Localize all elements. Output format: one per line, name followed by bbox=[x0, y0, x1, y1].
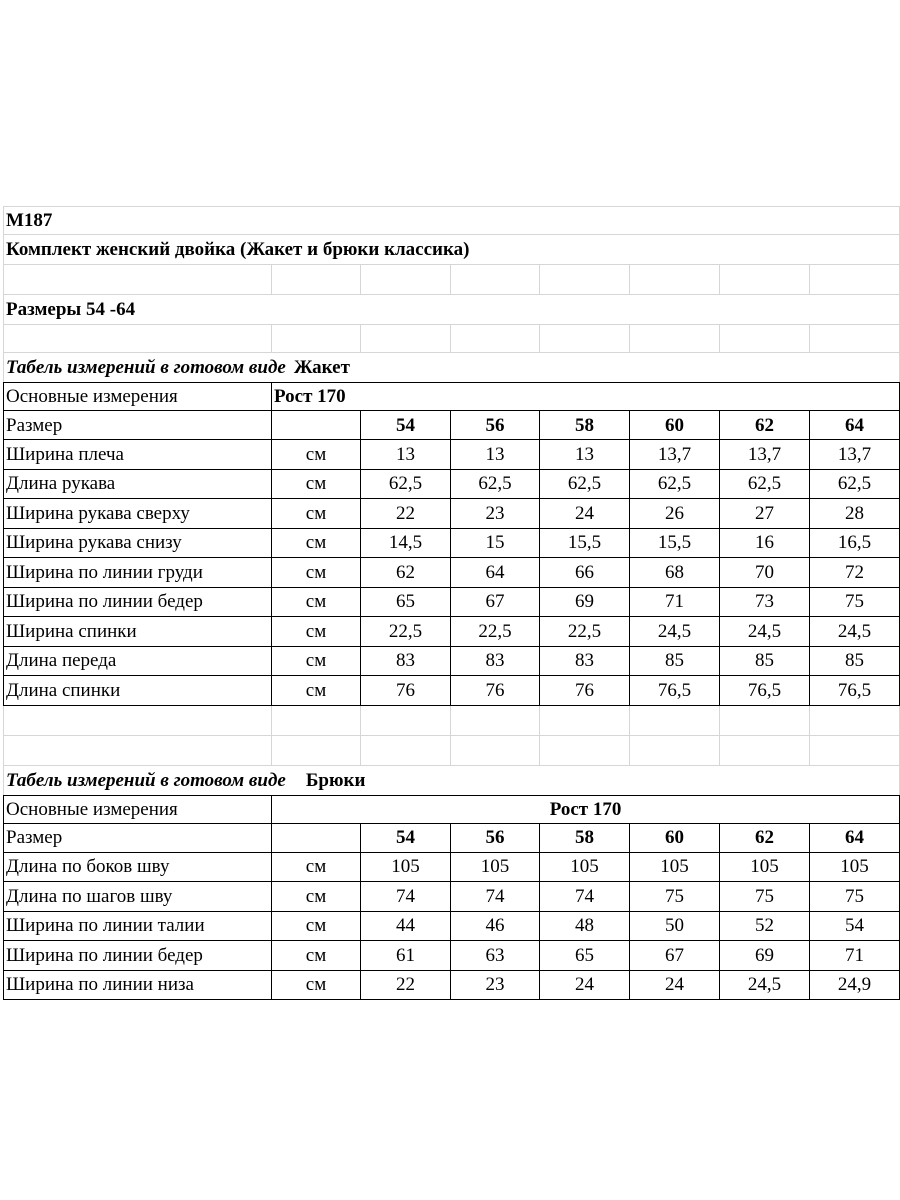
trousers-measure-name: Длина по боков шву bbox=[4, 852, 272, 882]
jacket-value: 16,5 bbox=[810, 528, 900, 558]
jacket-measure-name: Ширина спинки bbox=[4, 617, 272, 647]
empty-cell bbox=[272, 411, 361, 440]
trousers-value: 105 bbox=[630, 852, 720, 882]
jacket-value: 16 bbox=[720, 528, 810, 558]
product-description: Комплект женский двойка (Жакет и брюки классика) bbox=[6, 239, 470, 260]
trousers-value: 24,9 bbox=[810, 970, 900, 1000]
trousers-unit: см bbox=[272, 941, 361, 971]
empty-cell bbox=[451, 265, 540, 295]
trousers-value: 74 bbox=[540, 882, 630, 912]
jacket-value: 22,5 bbox=[540, 617, 630, 647]
jacket-measure-name: Ширина рукава сверху bbox=[4, 499, 272, 529]
empty-cell bbox=[361, 735, 451, 765]
empty-row bbox=[4, 705, 900, 735]
jacket-value: 71 bbox=[630, 587, 720, 617]
jacket-value: 13,7 bbox=[810, 440, 900, 470]
trousers-value: 46 bbox=[451, 911, 540, 941]
jacket-value: 83 bbox=[361, 646, 451, 676]
description-row bbox=[4, 235, 900, 265]
jacket-measure-row bbox=[4, 440, 900, 470]
empty-cell bbox=[4, 325, 272, 353]
jacket-measure-row bbox=[4, 469, 900, 499]
model bbox=[4, 207, 900, 235]
jacket-value: 62,5 bbox=[630, 469, 720, 499]
jacket-value: 83 bbox=[451, 646, 540, 676]
jacket-value: 62,5 bbox=[451, 469, 540, 499]
jacket-size-label: Размер bbox=[4, 411, 272, 440]
spreadsheet bbox=[3, 206, 899, 1000]
empty-row bbox=[4, 325, 900, 353]
trousers-measure-name: Длина по шагов шву bbox=[4, 882, 272, 912]
trousers-value: 74 bbox=[361, 882, 451, 912]
jacket-value: 67 bbox=[451, 587, 540, 617]
empty-cell bbox=[720, 705, 810, 735]
jacket-value: 69 bbox=[540, 587, 630, 617]
jacket-value: 15,5 bbox=[540, 528, 630, 558]
jacket-unit: см bbox=[272, 499, 361, 529]
jacket-value: 76 bbox=[361, 676, 451, 706]
trousers-value: 105 bbox=[451, 852, 540, 882]
trousers-size-62: 62 bbox=[720, 823, 810, 852]
trousers-value: 67 bbox=[630, 941, 720, 971]
trousers-value: 105 bbox=[720, 852, 810, 882]
trousers-size-64: 64 bbox=[810, 823, 900, 852]
trousers-size-label: Размер bbox=[4, 823, 272, 852]
trousers-value: 52 bbox=[720, 911, 810, 941]
jacket-main-row bbox=[4, 383, 900, 411]
jacket-size-54: 54 bbox=[361, 411, 451, 440]
jacket-value: 83 bbox=[540, 646, 630, 676]
jacket-size-row bbox=[4, 411, 900, 440]
jacket-value: 26 bbox=[630, 499, 720, 529]
jacket-value: 64 bbox=[451, 558, 540, 588]
trousers-product-name: Брюки bbox=[305, 769, 366, 791]
jacket-value: 15 bbox=[451, 528, 540, 558]
jacket-unit: см bbox=[272, 528, 361, 558]
trousers-size-58: 58 bbox=[540, 823, 630, 852]
jacket-value: 13 bbox=[361, 440, 451, 470]
jacket-value: 75 bbox=[810, 587, 900, 617]
jacket-value: 73 bbox=[720, 587, 810, 617]
empty-cell bbox=[361, 265, 451, 295]
empty-cell bbox=[540, 735, 630, 765]
jacket-value: 85 bbox=[810, 646, 900, 676]
trousers-measure-name: Ширина по линии низа bbox=[4, 970, 272, 1000]
trousers-value: 44 bbox=[361, 911, 451, 941]
jacket-unit: см bbox=[272, 617, 361, 647]
jacket-value: 65 bbox=[361, 587, 451, 617]
trousers-unit: см bbox=[272, 882, 361, 912]
trousers-size-54: 54 bbox=[361, 823, 451, 852]
trousers-measure-row bbox=[4, 882, 900, 912]
trousers-value: 24 bbox=[630, 970, 720, 1000]
trousers-measure-name: Ширина по линии бедер bbox=[4, 941, 272, 971]
jacket-value: 72 bbox=[810, 558, 900, 588]
trousers-value: 22 bbox=[361, 970, 451, 1000]
empty-cell bbox=[630, 325, 720, 353]
sizes-range: Размеры 54 -64 bbox=[6, 299, 136, 320]
trousers-value: 75 bbox=[810, 882, 900, 912]
empty-cell bbox=[4, 735, 272, 765]
jacket-value: 76 bbox=[451, 676, 540, 706]
jacket-value: 76,5 bbox=[630, 676, 720, 706]
empty-cell bbox=[361, 705, 451, 735]
jacket-value: 66 bbox=[540, 558, 630, 588]
jacket-measure-row bbox=[4, 528, 900, 558]
jacket-value: 24,5 bbox=[630, 617, 720, 647]
jacket-value: 13,7 bbox=[720, 440, 810, 470]
trousers-value: 50 bbox=[630, 911, 720, 941]
trousers-value: 105 bbox=[810, 852, 900, 882]
trousers-value: 74 bbox=[451, 882, 540, 912]
jacket-value: 85 bbox=[630, 646, 720, 676]
trousers-value: 48 bbox=[540, 911, 630, 941]
jacket-size-60: 60 bbox=[630, 411, 720, 440]
jacket-value: 22,5 bbox=[361, 617, 451, 647]
jacket-measure-row bbox=[4, 676, 900, 706]
trousers-unit: см bbox=[272, 911, 361, 941]
empty-cell bbox=[810, 325, 900, 353]
empty-cell bbox=[272, 265, 361, 295]
empty-cell bbox=[720, 735, 810, 765]
trousers-measure-row bbox=[4, 970, 900, 1000]
trousers-measure-row bbox=[4, 852, 900, 882]
jacket-measure-name: Длина переда bbox=[4, 646, 272, 676]
trousers-size-60: 60 bbox=[630, 823, 720, 852]
jacket-value: 24,5 bbox=[810, 617, 900, 647]
jacket-value: 27 bbox=[720, 499, 810, 529]
trousers-value: 71 bbox=[810, 941, 900, 971]
jacket-measure-row bbox=[4, 499, 900, 529]
jacket-value: 62 bbox=[361, 558, 451, 588]
empty-cell bbox=[540, 265, 630, 295]
empty-cell bbox=[720, 265, 810, 295]
trousers-main-label: Основные измерения bbox=[4, 795, 272, 823]
jacket-size-62: 62 bbox=[720, 411, 810, 440]
jacket-measure-name: Ширина плеча bbox=[4, 440, 272, 470]
jacket-size-64: 64 bbox=[810, 411, 900, 440]
jacket-value: 76,5 bbox=[720, 676, 810, 706]
empty-cell bbox=[451, 705, 540, 735]
trousers-size-row bbox=[4, 823, 900, 852]
trousers-value: 69 bbox=[720, 941, 810, 971]
empty-row bbox=[4, 735, 900, 765]
trousers-value: 65 bbox=[540, 941, 630, 971]
trousers-value: 54 bbox=[810, 911, 900, 941]
jacket-value: 13 bbox=[540, 440, 630, 470]
jacket-unit: см bbox=[272, 646, 361, 676]
jacket-unit: см bbox=[272, 558, 361, 588]
empty-cell bbox=[451, 325, 540, 353]
jacket-measure-name: Ширина рукава снизу bbox=[4, 528, 272, 558]
jacket-value: 14,5 bbox=[361, 528, 451, 558]
jacket-measure-name: Ширина по линии бедер bbox=[4, 587, 272, 617]
empty-cell bbox=[540, 325, 630, 353]
jacket-unit: см bbox=[272, 440, 361, 470]
empty-cell bbox=[272, 705, 361, 735]
jacket-value: 23 bbox=[451, 499, 540, 529]
trousers-value: 105 bbox=[361, 852, 451, 882]
jacket-size-58: 58 bbox=[540, 411, 630, 440]
sizes-row bbox=[4, 295, 900, 325]
jacket-size-56: 56 bbox=[451, 411, 540, 440]
empty-cell bbox=[540, 705, 630, 735]
trousers-value: 105 bbox=[540, 852, 630, 882]
empty-cell bbox=[630, 705, 720, 735]
empty-cell bbox=[451, 735, 540, 765]
jacket-value: 62,5 bbox=[720, 469, 810, 499]
jacket-value: 68 bbox=[630, 558, 720, 588]
jacket-table-title bbox=[4, 353, 900, 383]
trousers-table-title bbox=[4, 765, 900, 795]
trousers-size-56: 56 bbox=[451, 823, 540, 852]
jacket-measure-row bbox=[4, 646, 900, 676]
model-row bbox=[4, 207, 900, 235]
trousers-value: 63 bbox=[451, 941, 540, 971]
empty-cell bbox=[810, 705, 900, 735]
jacket-unit: см bbox=[272, 469, 361, 499]
trousers-value: 24 bbox=[540, 970, 630, 1000]
jacket-measure-name: Ширина по линии груди bbox=[4, 558, 272, 588]
jacket-value: 13 bbox=[451, 440, 540, 470]
trousers-value: 61 bbox=[361, 941, 451, 971]
jacket-title-row bbox=[4, 353, 900, 383]
jacket-value: 15,5 bbox=[630, 528, 720, 558]
jacket-value: 28 bbox=[810, 499, 900, 529]
jacket-height: Рост 170 bbox=[272, 383, 900, 411]
jacket-value: 62,5 bbox=[540, 469, 630, 499]
jacket-product-name: Жакет bbox=[293, 357, 350, 378]
trousers-measure-row bbox=[4, 941, 900, 971]
empty-cell bbox=[810, 735, 900, 765]
model-code: M187 bbox=[6, 210, 53, 231]
trousers-title-row bbox=[4, 765, 900, 795]
jacket-value: 76,5 bbox=[810, 676, 900, 706]
trousers-title-text: Табель измерений в готовом виде bbox=[6, 769, 286, 791]
jacket-value: 24,5 bbox=[720, 617, 810, 647]
jacket-value: 76 bbox=[540, 676, 630, 706]
jacket-measure-row bbox=[4, 617, 900, 647]
jacket-value: 62,5 bbox=[810, 469, 900, 499]
trousers-value: 24,5 bbox=[720, 970, 810, 1000]
jacket-unit: см bbox=[272, 676, 361, 706]
jacket-value: 24 bbox=[540, 499, 630, 529]
jacket-measure-row bbox=[4, 587, 900, 617]
trousers-value: 75 bbox=[720, 882, 810, 912]
jacket-value: 22 bbox=[361, 499, 451, 529]
empty-cell bbox=[720, 325, 810, 353]
empty-cell bbox=[630, 735, 720, 765]
jacket-measure-row bbox=[4, 558, 900, 588]
empty-cell bbox=[810, 265, 900, 295]
description bbox=[4, 235, 900, 265]
trousers-value: 23 bbox=[451, 970, 540, 1000]
jacket-value: 13,7 bbox=[630, 440, 720, 470]
trousers-height: Рост 170 bbox=[272, 795, 900, 823]
empty-cell bbox=[272, 735, 361, 765]
jacket-main-label: Основные измерения bbox=[4, 383, 272, 411]
trousers-main-row bbox=[4, 795, 900, 823]
jacket-value: 70 bbox=[720, 558, 810, 588]
jacket-value: 85 bbox=[720, 646, 810, 676]
jacket-value: 22,5 bbox=[451, 617, 540, 647]
empty-cell bbox=[4, 705, 272, 735]
jacket-value: 62,5 bbox=[361, 469, 451, 499]
empty-cell bbox=[272, 325, 361, 353]
jacket-measure-name: Длина спинки bbox=[4, 676, 272, 706]
trousers-measure-name: Ширина по линии талии bbox=[4, 911, 272, 941]
sizes bbox=[4, 295, 900, 325]
empty-cell bbox=[272, 823, 361, 852]
trousers-measure-row bbox=[4, 911, 900, 941]
jacket-unit: см bbox=[272, 587, 361, 617]
empty-cell bbox=[361, 325, 451, 353]
trousers-unit: см bbox=[272, 852, 361, 882]
jacket-title-text: Табель измерений в готовом виде bbox=[6, 357, 286, 378]
empty-row bbox=[4, 265, 900, 295]
trousers-unit: см bbox=[272, 970, 361, 1000]
trousers-value: 75 bbox=[630, 882, 720, 912]
size-chart-table bbox=[3, 206, 900, 1000]
jacket-measure-name: Длина рукава bbox=[4, 469, 272, 499]
empty-cell bbox=[630, 265, 720, 295]
empty-cell bbox=[4, 265, 272, 295]
